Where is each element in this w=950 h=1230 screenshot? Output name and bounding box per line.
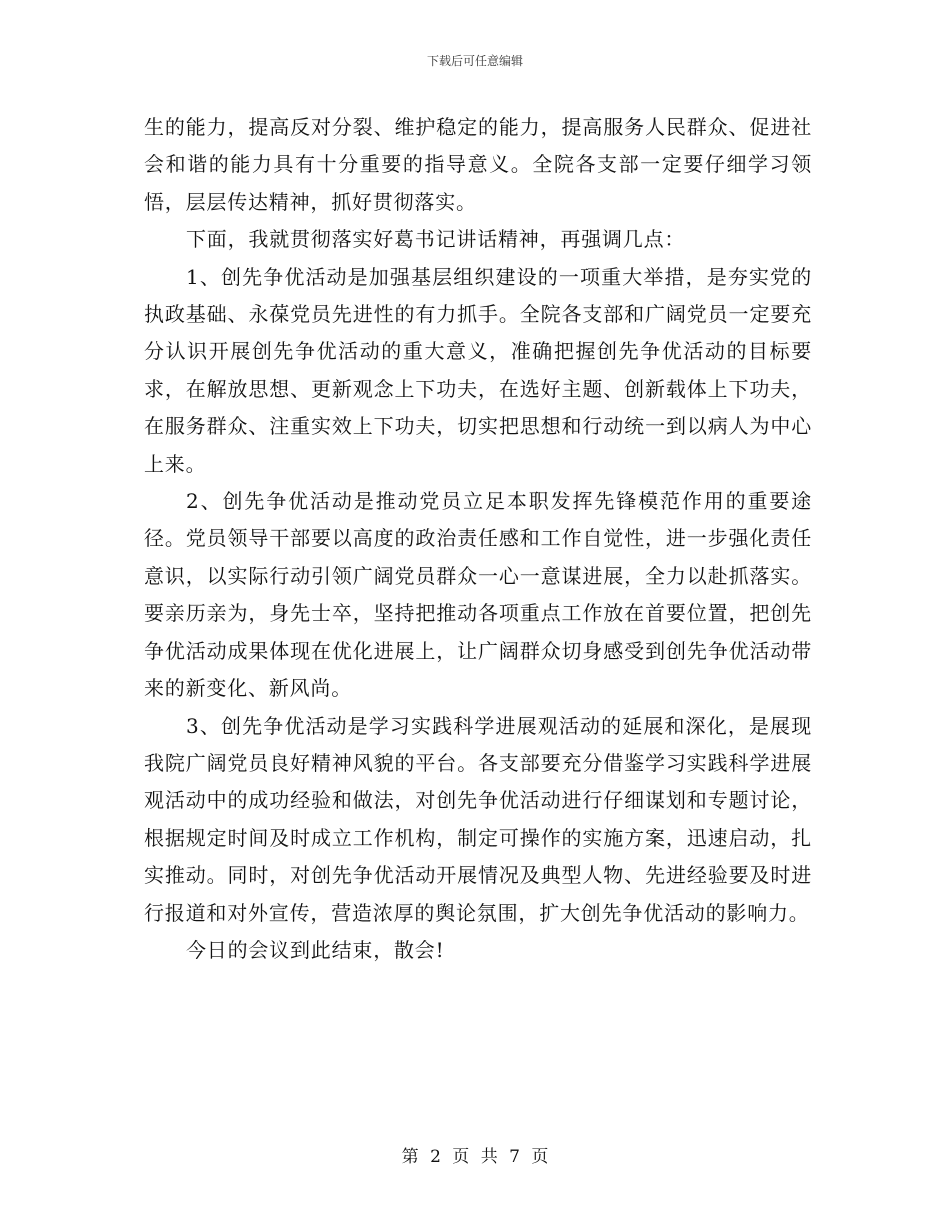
text-line: 下面，我就贯彻落实好葛书记讲话精神，再强调几点：: [186, 227, 686, 252]
paragraph-point-1: [144, 259, 812, 483]
text-line: 生的能力，提高反对分裂、维护稳定的能力，提高服务人民群众、促: [144, 115, 771, 139]
text-line: 迅速启动，扎实推动。同时，对创先争优活动开展情况及典型人物、: [144, 825, 812, 888]
text-line: 3、创先争优活动是学习实践科学进展观活动的延展和深化，是展: [186, 713, 792, 738]
text-line: 学进展观活动中的成功经验和做法，对创先争优活动进行仔细谋划和: [144, 750, 812, 813]
text-line: 先争优活动的影响力。: [601, 900, 810, 925]
text-line: 责任意识，以实际行动引领广阔党员群众一心一意谋进展，全力以赴: [144, 526, 812, 588]
text-line: 体上下功夫，在服务群众、注重实效上下功夫，切实把思想和行动统: [144, 376, 812, 439]
page-footer: [0, 1146, 950, 1168]
paragraph-point-2: [144, 483, 812, 707]
text-line: 现我院广阔党员良好精神风貌的平台。各支部要充分借鉴学习实践科: [144, 713, 812, 775]
paragraph-closing: [144, 932, 812, 969]
text-line: 先进经验要及时进行报道和对外宣传，营造浓厚的舆论氛围，扩大创: [144, 863, 813, 925]
header-text: 下载后可任意编辑: [426, 54, 523, 68]
text-line: 的执政基础、永葆党员先进性的有力抓手。全院各支部和广阔党员一: [144, 264, 812, 327]
text-line: 位置，把创先争优活动成果体现在优化进展上，让广阔群众切身感受: [144, 601, 812, 663]
text-line: 今日的会议到此结束，散会!: [186, 937, 445, 962]
text-line: 进社会和谐的能力具有十分重要的指导意义。全院各支部一定要仔细: [144, 115, 812, 177]
text-line: 一到以病人为中心上来。: [144, 414, 813, 476]
page-header: [0, 53, 950, 69]
text-line: 抓落实。要亲历亲为，身先士卒，坚持把推动各项重点工作放在首要: [144, 563, 812, 626]
document-body: [144, 109, 812, 969]
page-number: 第 2 页 共 7 页: [401, 1147, 549, 1167]
paragraph-point-3: [144, 708, 812, 932]
text-line: 专题讨论，根据规定时间及时成立工作机构，制定可操作的实施方案，: [144, 788, 812, 850]
paragraph-intro: [144, 221, 812, 258]
text-line: 2、创先争优活动是推动党员立足本职发挥先锋模范作用的重要途: [186, 489, 812, 514]
text-line: 1、创先争优活动是加强基层组织建设的一项重大举措，是夯实党: [186, 264, 792, 289]
text-line: 的目标要求，在解放思想、更新观念上下功夫，在选好主题、创新载: [144, 339, 812, 401]
text-line: 径。党员领导干部要以高度的政治责任感和工作自觉性，进一步强化: [144, 526, 771, 551]
text-line: 学习领悟，层层传达精神，抓好贯彻落实。: [144, 152, 812, 214]
paragraph-continuation: [144, 109, 812, 221]
text-line: 定要充分认识开展创先争优活动的重大意义，准确把握创先争优活动: [144, 302, 812, 364]
text-line: 到创先争优活动带来的新变化、新风尚。: [144, 638, 813, 701]
